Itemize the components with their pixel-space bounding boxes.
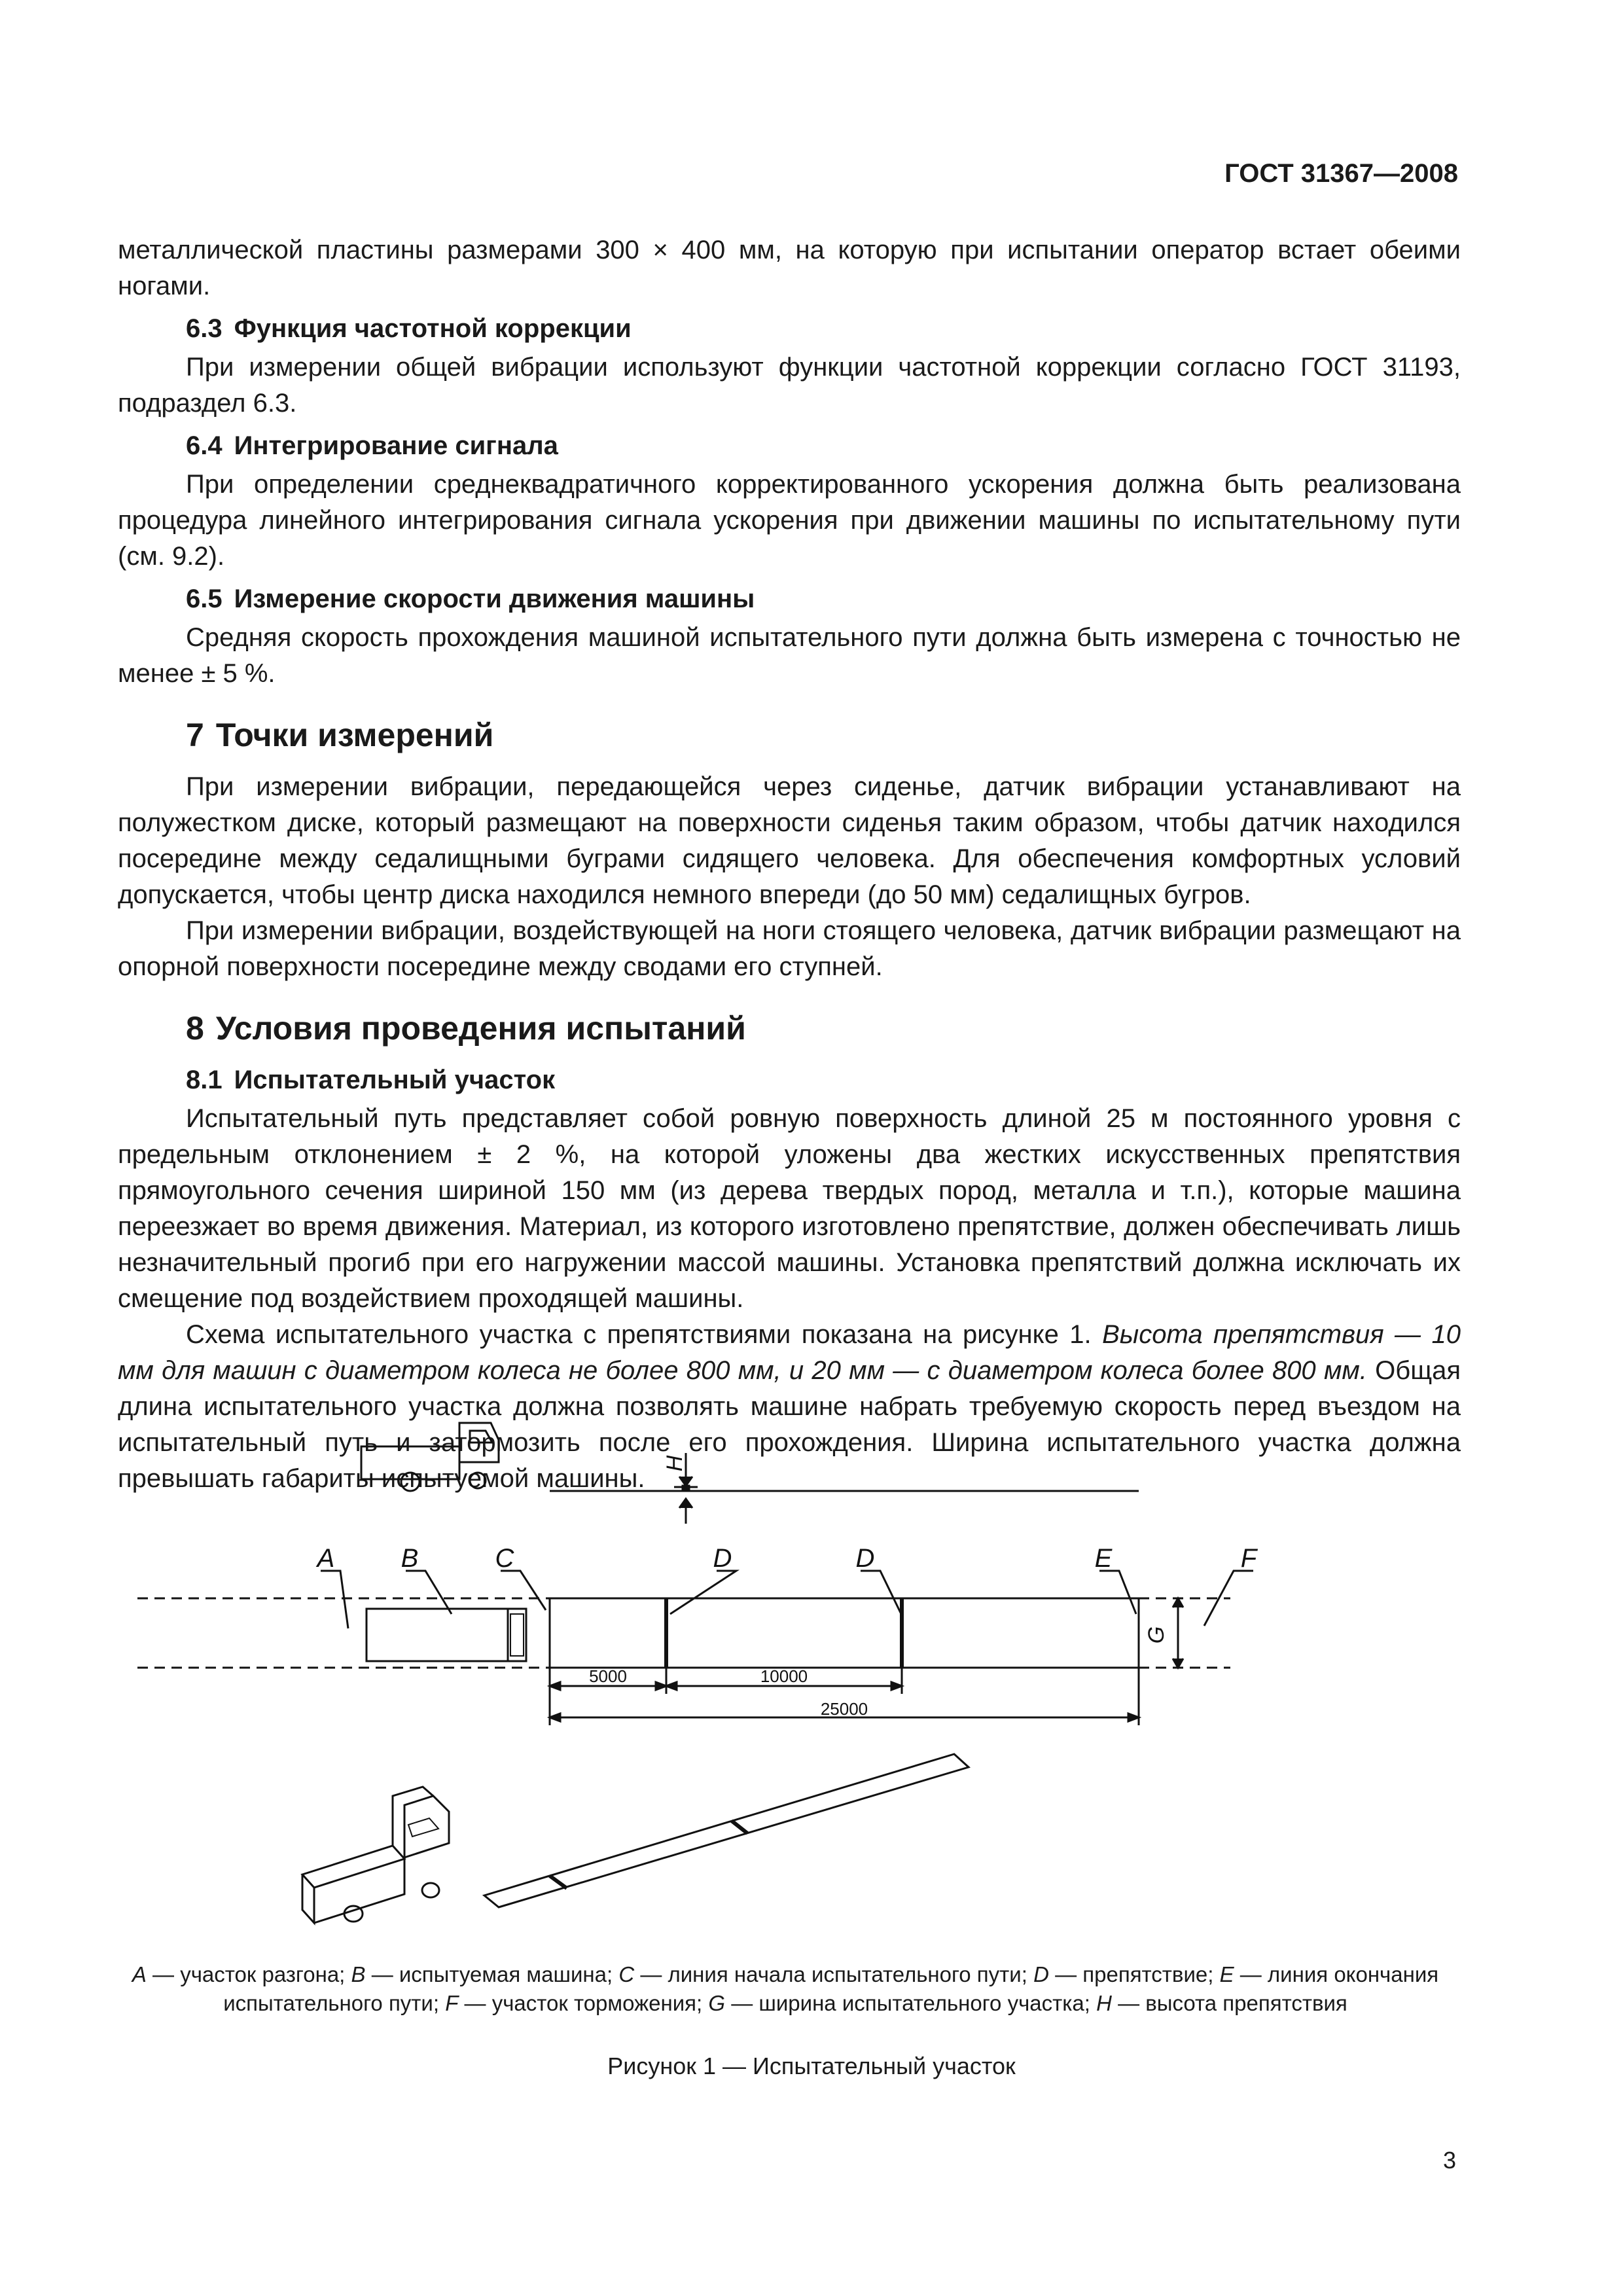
label-B: B [401, 1544, 419, 1573]
heading-title: Функция частотной коррекции [234, 314, 632, 343]
perspective-view [302, 1754, 969, 1923]
legend-key: B [351, 1962, 366, 1986]
legend-text: — препятствие; [1048, 1962, 1220, 1986]
legend-text: — участок разгона; [146, 1962, 351, 1986]
figure-test-section [118, 1406, 1461, 1937]
legend-key: E [1219, 1962, 1234, 1986]
dim-5000: 5000 [589, 1666, 627, 1686]
legend-text: — линия окончания испытательного пути; [223, 1962, 1439, 2015]
heading-8-1 [186, 1062, 1461, 1098]
label-A: A [317, 1544, 335, 1573]
paragraph: Испытательный путь представляет собой ровную поверхность длиной 25 м постоянного уровня с предельным отклонением ± 2 %, на которой уложены два жестких искусственных препятствия прямоугольного сечения шириной 150 мм (из дерева твердых пород, металла и т.п.), которые машина переезжает во время движения. Материал, из которого изготовлено препятствие, должен обеспечивать лишь незначительный прогиб при его нагружении массой машины. Установка препятствий должна исключать их смещение под воздействием проходящей машины. [118, 1104, 1461, 1313]
legend-key: C [618, 1962, 635, 1986]
heading-title: Интегрирование сигнала [234, 431, 558, 460]
legend-key: A [132, 1962, 147, 1986]
legend-key: F [445, 1991, 459, 2015]
heading-7 [186, 714, 1461, 756]
label-H: H [662, 1455, 687, 1472]
label-F: F [1240, 1544, 1257, 1573]
heading-number: 6.5 [186, 584, 223, 613]
heading-number: 6.4 [186, 431, 223, 460]
paragraph: При измерении вибрации, воздействующей на ноги стоящего человека, датчик вибрации размещают на опорной поверхности посередине между сводами его ступней. [118, 916, 1461, 981]
heading-title: Измерение скорости движения машины [234, 584, 755, 613]
label-D2: D [855, 1544, 875, 1573]
paragraph: При измерении вибрации, передающейся через сиденье, датчик вибрации устанавливают на полужестком диске, который размещают на поверхности сиденья таким образом, чтобы датчик находился посередине между седалищными буграми сидящего человека. Для обеспечения комфортных условий допускается, чтобы центр диска находился немного впереди (до 50 мм) седалищных бугров. [118, 772, 1461, 909]
heading-6-4 [186, 428, 1461, 464]
figure-drawing [118, 1406, 1461, 1937]
document-id: ГОСТ 31367—2008 [1224, 159, 1458, 188]
label-C: C [495, 1544, 514, 1573]
paragraph: Средняя скорость прохождения машиной испытательного пути должна быть измерена с точностью не менее ± 5 %. [118, 623, 1461, 688]
legend-key: H [1096, 1991, 1112, 2015]
heading-title: Испытательный участок [234, 1066, 556, 1094]
legend-text: — участок торможения; [458, 1991, 709, 2015]
plan-view [137, 1544, 1258, 1725]
figure-legend [124, 1960, 1446, 2018]
page-number: 3 [1442, 2147, 1456, 2174]
dim-10000: 10000 [760, 1666, 808, 1686]
heading-6-3 [186, 311, 1461, 347]
legend-text: — ширина испытательного участка; [725, 1991, 1097, 2015]
truck-side-view [361, 1423, 499, 1491]
figure-caption: Рисунок 1 — Испытательный участок [607, 2053, 1016, 2079]
body-text [118, 232, 1461, 1497]
legend-key: G [708, 1991, 726, 2015]
paragraph-continued: металлической пластины размерами 300 × 400 мм, на которую при испытании оператор встает обеими ногами. [118, 236, 1461, 300]
legend-text: — высота препятствия [1111, 1991, 1347, 2015]
road-profile [550, 1453, 1139, 1524]
heading-number: 6.3 [186, 314, 223, 343]
text-run-italic: Высота препятствия — 10 мм для машин с диаметром колеса не более 800 мм, и 20 мм — с диаметром колеса более 800 мм. [118, 1320, 1461, 1385]
text-run: Схема испытательного участка с препятствиями показана на рисунке 1. [186, 1320, 1103, 1349]
label-E: E [1094, 1544, 1113, 1573]
heading-title: Условия проведения испытаний [215, 1010, 746, 1047]
legend-key: D [1033, 1962, 1049, 1986]
heading-6-5 [186, 581, 1461, 617]
heading-number: 8.1 [186, 1066, 223, 1094]
heading-title: Точки измерений [215, 717, 494, 753]
dim-25000: 25000 [820, 1699, 868, 1719]
label-G: G [1144, 1626, 1169, 1644]
heading-number: 7 [186, 717, 204, 753]
paragraph: При определении среднеквадратичного корректированного ускорения должна быть реализована процедура линейного интегрирования сигнала ускорения при движении машины по испытательному пути (см. 9.2). [118, 470, 1461, 571]
paragraph: При измерении общей вибрации используют функции частотной коррекции согласно ГОСТ 31193, подраздел 6.3. [118, 353, 1461, 418]
label-D1: D [713, 1544, 732, 1573]
legend-text: — линия начала испытательного пути; [634, 1962, 1034, 1986]
heading-8 [186, 1007, 1461, 1049]
legend-text: — испытуемая машина; [365, 1962, 619, 1986]
heading-number: 8 [186, 1010, 204, 1047]
text-run: Общая длина испытательного участка должна позволять машине набрать требуемую скорость перед въездом на испытательный путь и затормозить после его прохождения. Ширина испытательного участка должна превышать габариты испытуемой машины. [118, 1356, 1461, 1493]
